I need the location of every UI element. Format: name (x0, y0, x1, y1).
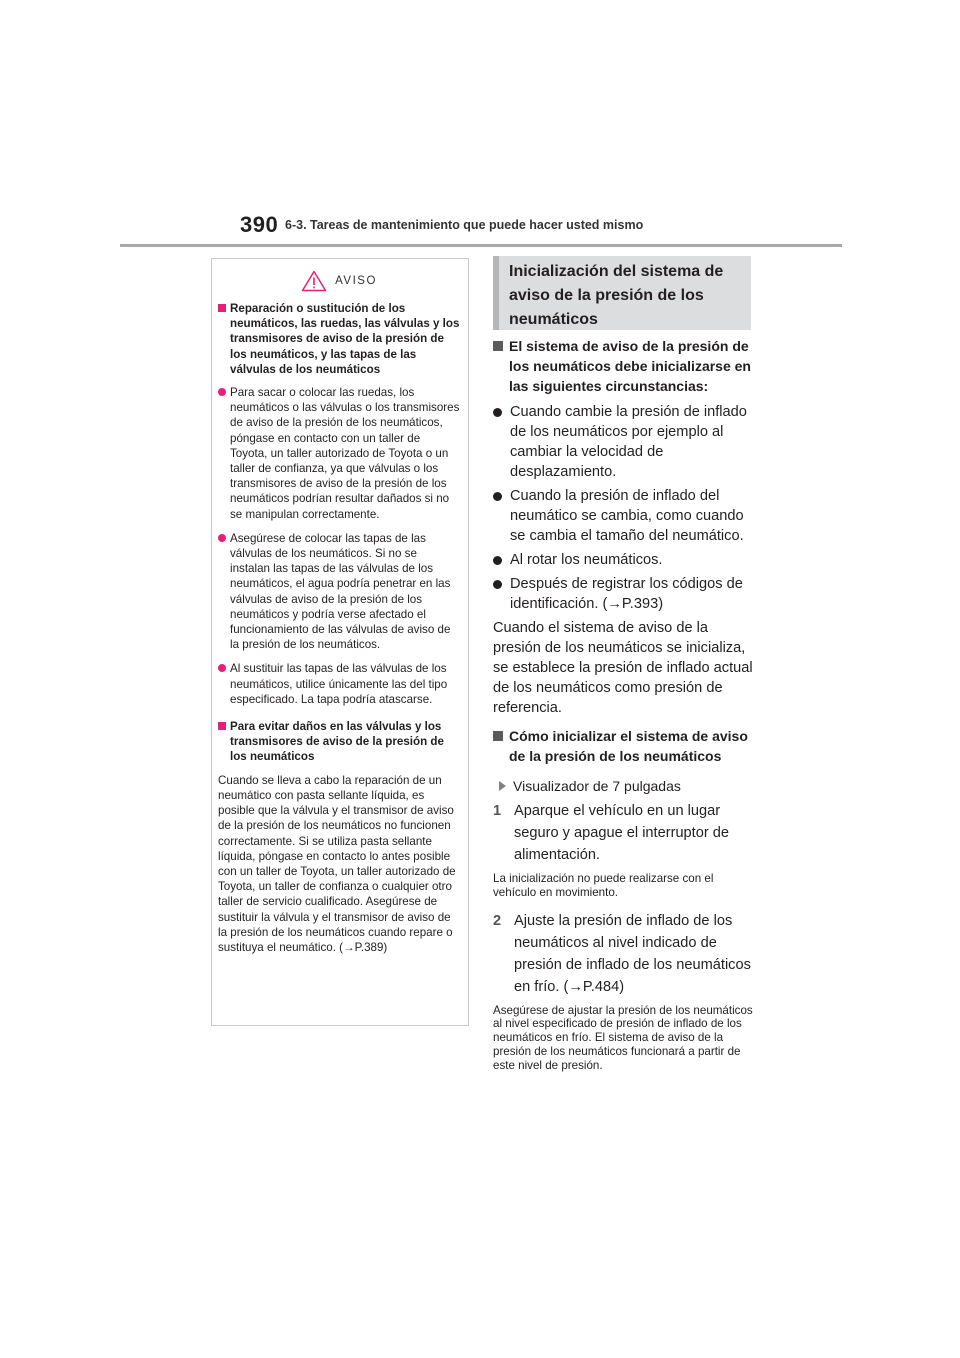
display-variant-label: Visualizador de 7 pulgadas (493, 776, 753, 796)
round-bullet-icon (493, 556, 502, 565)
page-number: 390 (240, 212, 279, 237)
warning-box (211, 258, 469, 1026)
list-item: Cuando cambie la presión de inflado de los neumáticos por ejemplo al cambiar la velocidad de desplazamiento. (493, 402, 753, 482)
right-column (493, 336, 753, 1083)
round-bullet-icon (218, 534, 226, 542)
warning-bullet: Asegúrese de colocar las tapas de las válvulas de los neumáticos. Si no se instalan las tapas de las válvulas de los neumáticos, el agua podría penetrar en las válvulas de aviso de la presión de los neumáticos y podría verse afectado el funcionamiento de las válvulas de aviso de la presión de los neumáticos. (218, 531, 460, 653)
warning-bullet: Para sacar o colocar las ruedas, los neumáticos o las válvulas o los transmisores de aviso de la presión de los neumáticos, póngase en contacto con un taller de Toyota, un taller autorizado de Toyota o un taller de confianza, ya que válvulas o los transmisores de aviso de la presión de los neumáticos podrían resultar dañados si no se manipulan correctamente. (218, 385, 460, 522)
step-item: 2 Ajuste la presión de inflado de los neumáticos al nivel indicado de presión de inflado de los neumáticos en frío. (→P.484) (493, 912, 751, 995)
chapter-header: 6-3. Tareas de mantenimiento que puede hacer usted mismo (285, 218, 644, 232)
warning-paragraph: Cuando se lleva a cabo la reparación de un neumático con pasta sellante líquida, es posible que la válvula y el transmisor de aviso de la presión de los neumáticos no funcionen correctamente. Si se utiliza pasta sellante líquida, póngase en contacto lo antes posible con un taller de Toyota, un taller autorizado de Toyota, un taller de confianza o cualquier otro taller de servicio cualificado. Asegúrese de sustituir la válvula y el transmisor de aviso de la presión de los neumáticos cuando repare o sustituya el neumático. (→P.389) (218, 773, 456, 954)
square-bullet-icon (493, 731, 503, 741)
square-bullet-icon (218, 304, 226, 312)
round-bullet-icon (218, 664, 226, 672)
triangle-marker-icon (499, 781, 506, 791)
subheading: Cómo inicializar el sistema de aviso de la presión de los neumáticos (493, 726, 753, 766)
square-bullet-icon (493, 341, 503, 351)
step-note: Asegúrese de ajustar la presión de los neumáticos al nivel especificado de presión de inflado de los neumáticos en frío. El sistema de aviso de la presión de los neumáticos funcionará a partir de este nivel de presión. (493, 1003, 753, 1072)
round-bullet-icon (218, 388, 226, 396)
body-paragraph: Cuando el sistema de aviso de la presión de los neumáticos se inicializa, se establece la presión de inflado actual de los neumáticos como presión de referencia. (493, 620, 753, 716)
warning-heading: Reparación o sustitución de los neumáticos, las ruedas, las válvulas y los transmisores de aviso de la presión de los neumáticos, y las tapas de las válvulas de los neumáticos (218, 301, 460, 377)
step-item: 1 Aparque el vehículo en un lugar seguro y apague el interruptor de alimentación. (493, 803, 729, 863)
subheading: El sistema de aviso de la presión de los neumáticos debe inicializarse en las siguientes circunstancias: (493, 336, 753, 396)
list-item: Cuando la presión de inflado del neumático se cambia, como cuando se cambia el tamaño del neumático. (493, 486, 753, 546)
warning-label: AVISO (335, 275, 377, 287)
round-bullet-icon (493, 492, 502, 501)
warning-header (218, 267, 460, 295)
square-bullet-icon (218, 722, 226, 730)
warning-triangle-icon (301, 270, 327, 292)
round-bullet-icon (493, 580, 502, 589)
section-title: Inicialización del sistema de aviso de la presión de los neumáticos (493, 256, 751, 330)
list-item: Al rotar los neumáticos. (493, 550, 753, 570)
round-bullet-icon (493, 408, 502, 417)
warning-heading: Para evitar daños en las válvulas y los transmisores de aviso de la presión de los neumáticos (218, 719, 460, 765)
step-note: La inicialización no puede realizarse con el vehículo en movimiento. (493, 872, 714, 899)
header-divider (120, 244, 842, 247)
list-item: Después de registrar los códigos de identificación. (→P.393) (493, 574, 753, 614)
warning-bullet: Al sustituir las tapas de las válvulas de los neumáticos, utilice únicamente las del tipo especificado. La tapa podría atascarse. (218, 661, 460, 707)
